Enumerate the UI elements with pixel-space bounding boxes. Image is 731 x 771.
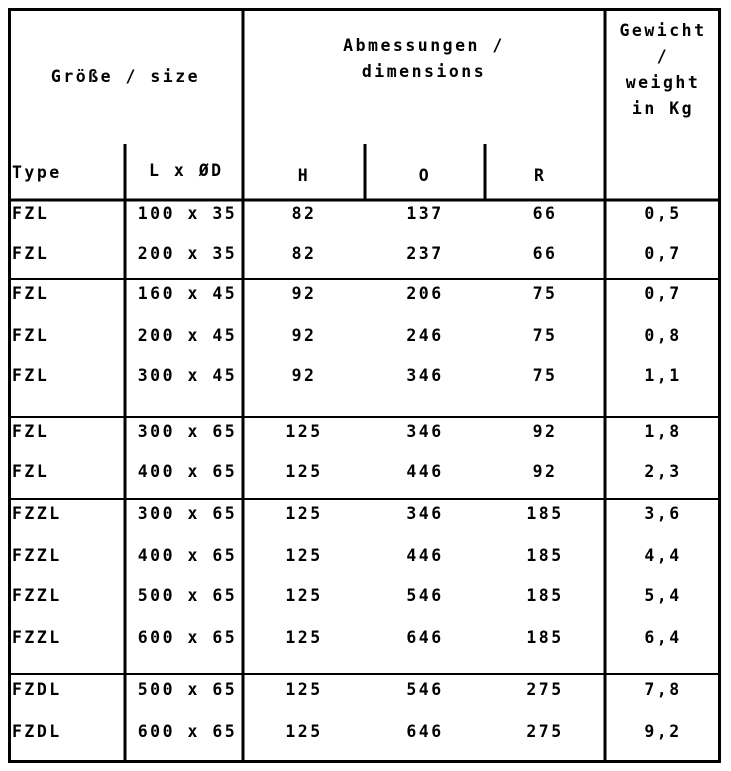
cell-h: 125 — [285, 462, 323, 481]
cell-type: FZL — [12, 284, 50, 303]
cell-h: 125 — [285, 586, 323, 605]
cell-weight: 5,4 — [644, 586, 682, 605]
cell-type: FZZL — [12, 628, 62, 647]
cell-type: FZZL — [12, 546, 62, 565]
dimensions-group-line-1: Abmessungen / — [343, 36, 505, 55]
cell-r: 185 — [526, 504, 564, 523]
cell-o: 546 — [406, 586, 444, 605]
cell-type: FZDL — [12, 722, 62, 741]
weight-group-line-2: / — [656, 47, 670, 66]
cell-r: 185 — [526, 586, 564, 605]
cell-o: 346 — [406, 422, 444, 441]
weight-group-line-1: Gewicht — [619, 21, 707, 40]
weight-group-line-4: in Kg — [631, 99, 695, 118]
cell-lxd: 200 x 45 — [137, 326, 238, 345]
cell-h: 92 — [291, 284, 317, 303]
cell-weight: 0,8 — [644, 326, 682, 345]
cell-o: 446 — [406, 462, 444, 481]
column-header-type: Type — [12, 163, 62, 182]
cell-lxd: 160 x 45 — [137, 284, 238, 303]
cell-weight: 7,8 — [644, 680, 682, 699]
cell-weight: 4,4 — [644, 546, 682, 565]
cell-lxd: 300 x 65 — [137, 504, 238, 523]
dimensions-group-header — [243, 33, 605, 85]
cell-h: 125 — [285, 722, 323, 741]
column-header-o: O — [418, 166, 432, 185]
cell-h: 82 — [291, 204, 317, 223]
size-group-label: Größe / size — [50, 67, 201, 86]
cell-lxd: 500 x 65 — [137, 586, 238, 605]
dimension-table — [8, 8, 721, 763]
cell-r: 75 — [532, 284, 558, 303]
cell-h: 82 — [291, 244, 317, 263]
cell-r: 275 — [526, 680, 564, 699]
cell-type: FZL — [12, 244, 50, 263]
cell-r: 185 — [526, 546, 564, 565]
weight-group-line-3: weight — [625, 73, 701, 92]
cell-r: 75 — [532, 366, 558, 385]
cell-lxd: 300 x 65 — [137, 422, 238, 441]
cell-weight: 0,7 — [644, 284, 682, 303]
cell-r: 66 — [532, 244, 558, 263]
cell-weight: 9,2 — [644, 722, 682, 741]
cell-r: 185 — [526, 628, 564, 647]
cell-h: 125 — [285, 546, 323, 565]
cell-r: 75 — [532, 326, 558, 345]
column-header-r: R — [534, 166, 547, 185]
cell-h: 92 — [291, 326, 317, 345]
cell-type: FZL — [12, 326, 50, 345]
weight-group-header — [605, 18, 721, 122]
cell-weight: 1,1 — [644, 366, 682, 385]
cell-type: FZZL — [12, 586, 62, 605]
cell-weight: 0,7 — [644, 244, 682, 263]
cell-weight: 6,4 — [644, 628, 682, 647]
cell-lxd: 300 x 45 — [137, 366, 238, 385]
cell-o: 346 — [406, 366, 444, 385]
cell-type: FZL — [12, 462, 50, 481]
cell-o: 646 — [406, 628, 444, 647]
size-group-header — [8, 64, 243, 90]
cell-lxd: 200 x 35 — [137, 244, 238, 263]
cell-h: 92 — [291, 366, 317, 385]
cell-h: 125 — [285, 628, 323, 647]
cell-weight: 2,3 — [644, 462, 682, 481]
cell-h: 125 — [285, 680, 323, 699]
cell-r: 66 — [532, 204, 558, 223]
cell-h: 125 — [285, 504, 323, 523]
cell-r: 92 — [532, 462, 558, 481]
cell-r: 275 — [526, 722, 564, 741]
cell-lxd: 600 x 65 — [137, 722, 238, 741]
cell-weight: 1,8 — [644, 422, 682, 441]
column-header-h: H — [297, 166, 311, 185]
column-header-lxd: L x ØD — [149, 161, 224, 180]
cell-o: 237 — [406, 244, 444, 263]
cell-o: 446 — [406, 546, 444, 565]
cell-o: 246 — [406, 326, 444, 345]
cell-o: 346 — [406, 504, 444, 523]
cell-r: 92 — [532, 422, 558, 441]
cell-type: FZDL — [12, 680, 62, 699]
cell-weight: 3,6 — [644, 504, 682, 523]
cell-type: FZL — [12, 204, 50, 223]
cell-h: 125 — [285, 422, 323, 441]
dimensions-group-line-2: dimensions — [361, 62, 487, 81]
cell-type: FZL — [12, 366, 50, 385]
cell-lxd: 400 x 65 — [137, 546, 238, 565]
cell-o: 206 — [406, 284, 444, 303]
cell-type: FZZL — [12, 504, 62, 523]
cell-o: 646 — [406, 722, 444, 741]
cell-weight: 0,5 — [644, 204, 682, 223]
cell-o: 546 — [406, 680, 444, 699]
cell-o: 137 — [406, 204, 444, 223]
cell-type: FZL — [12, 422, 50, 441]
cell-lxd: 600 x 65 — [137, 628, 238, 647]
cell-lxd: 100 x 35 — [137, 204, 238, 223]
cell-lxd: 500 x 65 — [137, 680, 238, 699]
cell-lxd: 400 x 65 — [137, 462, 238, 481]
